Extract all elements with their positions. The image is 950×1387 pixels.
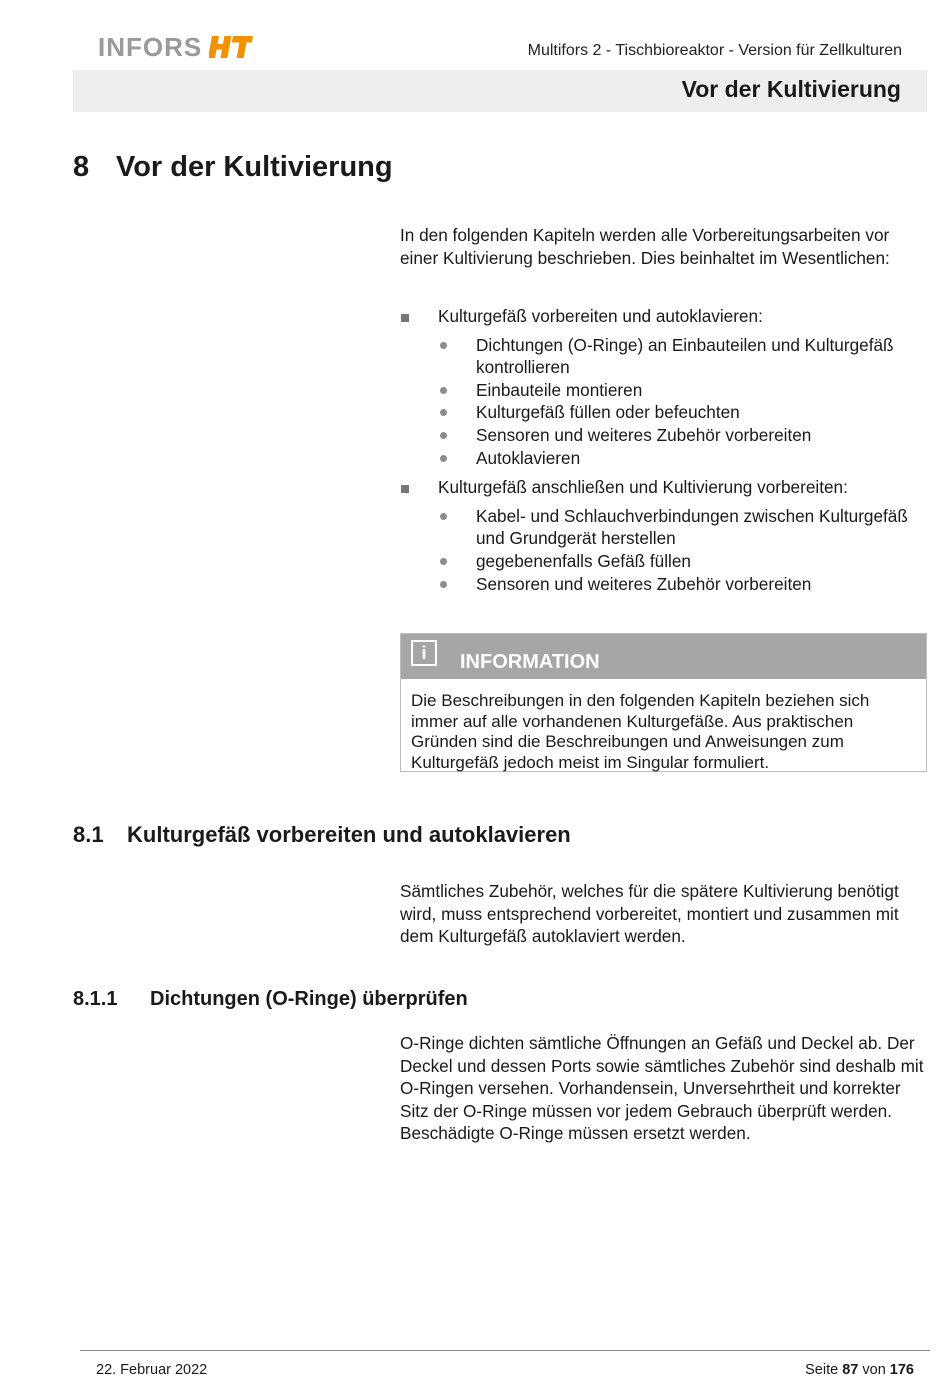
info-icon: i [411, 640, 437, 666]
list-item: Sensoren und weiteres Zubehör vorbereiten [438, 424, 928, 447]
section-number: 8.1 [73, 822, 104, 847]
section-8-1-1-body [400, 1032, 925, 1145]
logo-text: INFORS [98, 32, 203, 62]
chapter-heading [73, 151, 393, 184]
header-subtitle: Multifors 2 - Tischbioreaktor - Version für Zellkulturen [527, 42, 902, 59]
list-item: Einbauteile montieren [438, 379, 928, 402]
dot-bullet-icon [440, 387, 447, 394]
list-item: Sensoren und weiteres Zubehör vorbereiten [438, 573, 928, 596]
dot-bullet-icon [440, 455, 447, 462]
list-item: Autoklavieren [438, 447, 928, 470]
square-bullet-icon [401, 485, 409, 493]
section-8-1-1-text: O-Ringe dichten sämtliche Öffnungen an Gefäß und Deckel ab. Der Deckel und dessen Ports sowie sämtliches Zubehör sind deshalb mit O-Ringen versehen. Vorhandensein, Unversehrtheit und korrekter Sitz der O-Ringe müssen vor jedem Gebrauch überprüft werden. Beschädigte O-Ringe müssen ersetzt werden. [400, 1033, 924, 1144]
section-heading-8-1 [73, 822, 571, 848]
chapter-intro [400, 224, 925, 269]
subsection-number: 8.1.1 [73, 988, 118, 1010]
footer-divider [80, 1350, 930, 1351]
page-number: Seite 87 von 176 [805, 1362, 914, 1378]
information-box [400, 633, 927, 772]
dot-bullet-icon [440, 409, 447, 416]
chapter-title: Vor der Kultivierung [116, 151, 393, 183]
chapter-number: 8 [73, 151, 90, 183]
list-item: Kabel- und Schlauchverbindungen zwischen Kulturgefäß und Grundgerät herstellen [438, 505, 928, 550]
list-item: Kulturgefäß füllen oder befeuchten [438, 401, 928, 424]
section-8-1-text: Sämtliches Zubehör, welches für die spätere Kultivierung benötigt wird, muss entsprechend vorbereitet, montiert und zusammen mit dem Kulturgefäß autoklaviert werden. [400, 881, 899, 947]
current-page: 87 [842, 1362, 859, 1378]
information-text: Die Beschreibungen in den folgenden Kapiteln beziehen sich immer auf alle vorhandenen Kulturgefäße. Aus praktischen Gründen sind die Beschreibungen und Anweisungen zum Kulturgefäß jedoch meist im Singular formuliert. [411, 691, 870, 772]
dot-bullet-icon [440, 581, 447, 588]
information-box-header [401, 634, 926, 679]
header-section-title: Vor der Kultivierung [681, 76, 901, 102]
subsection-title: Dichtungen (O-Ringe) überprüfen [150, 988, 468, 1010]
section-8-1-body [400, 880, 925, 948]
information-title: INFORMATION [460, 651, 600, 673]
section-title: Kulturgefäß vorbereiten und autoklavieren [127, 822, 571, 847]
dot-bullet-icon [440, 513, 447, 520]
preparation-list [400, 305, 928, 602]
footer-date: 22. Februar 2022 [96, 1362, 208, 1378]
intro-text: In den folgenden Kapiteln werden alle Vorbereitungsarbeiten vor einer Kultivierung beschrieben. Dies beinhaltet im Wesentlichen: [400, 225, 890, 268]
list-group [400, 476, 928, 595]
list-item: gegebenenfalls Gefäß füllen [438, 550, 928, 573]
square-bullet-icon [401, 314, 409, 322]
dot-bullet-icon [440, 558, 447, 565]
dot-bullet-icon [440, 432, 447, 439]
total-pages: 176 [889, 1362, 914, 1378]
list-group [400, 305, 928, 469]
list-group-label: Kulturgefäß vorbereiten und autoklavieren: [438, 306, 763, 326]
infors-logo [98, 33, 253, 61]
list-item: Dichtungen (O-Ringe) an Einbauteilen und Kulturgefäß kontrollieren [438, 334, 928, 379]
list-group-label: Kulturgefäß anschließen und Kultivierung vorbereiten: [438, 477, 848, 498]
logo-ht-mark [209, 35, 253, 59]
section-heading-8-1-1 [73, 988, 468, 1011]
dot-bullet-icon [440, 342, 447, 349]
